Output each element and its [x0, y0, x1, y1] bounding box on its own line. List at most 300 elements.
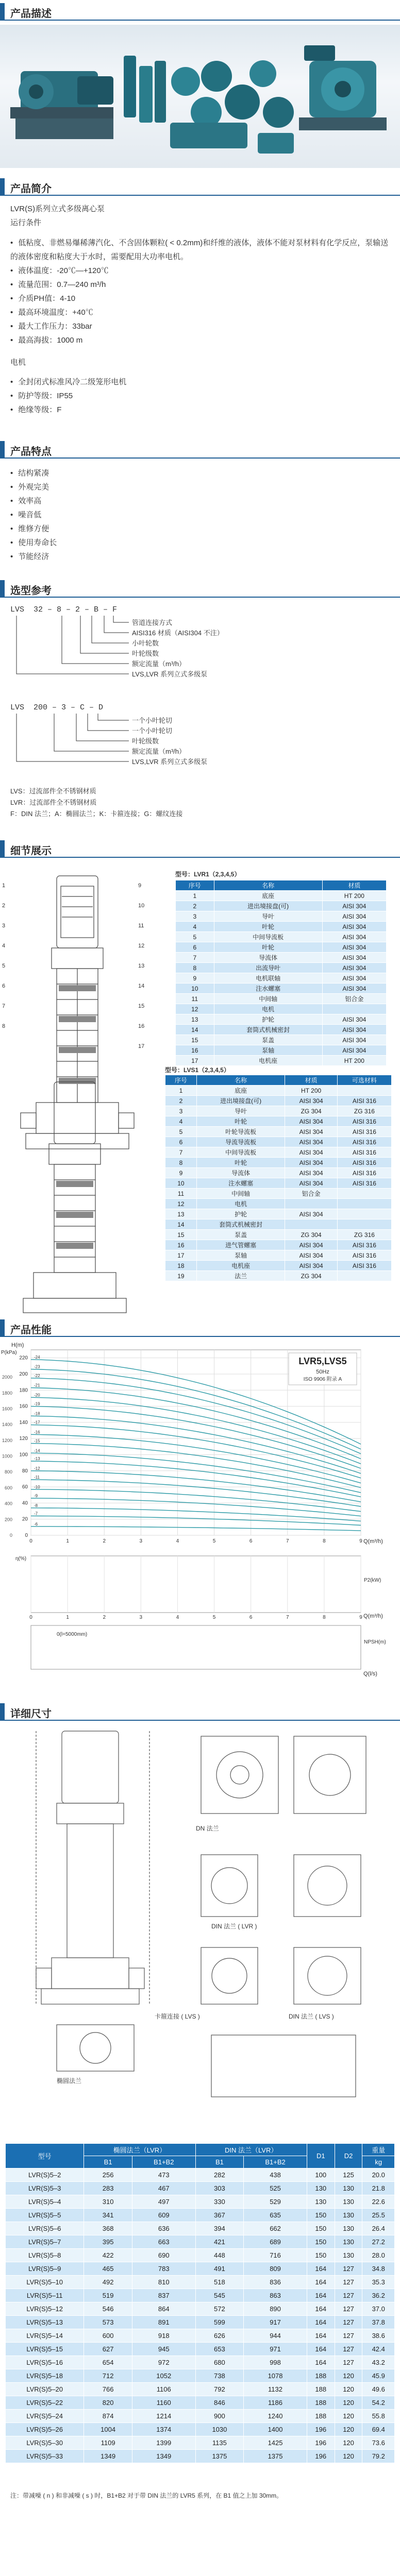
callout: 17 [138, 1043, 145, 1049]
table-cell: 422 [84, 2249, 132, 2262]
table-cell: 837 [132, 2289, 195, 2302]
parts-row [176, 1056, 387, 1066]
table-cell: LVR(S)5–8 [6, 2249, 84, 2262]
model-code-2-legend [132, 716, 207, 767]
table-cell: 3 [176, 911, 214, 922]
legend-line: 额定流量（m³/h） [132, 748, 186, 755]
section-title: 产品性能 [10, 1325, 52, 1336]
table-cell: 电机座 [214, 1056, 322, 1066]
power-label: P2(kW) [364, 1578, 381, 1583]
table-cell: 738 [195, 2369, 244, 2383]
callouts-right [138, 876, 148, 1057]
th: 可选材料 [337, 1075, 391, 1086]
section-title: 选型参考 [10, 585, 52, 597]
stage-label: -9 [34, 1494, 38, 1498]
y-tick-label: 60 [22, 1484, 28, 1490]
table-cell: 188 [307, 2396, 335, 2410]
stage-label: -19 [34, 1401, 40, 1406]
table-cell: 1425 [244, 2436, 307, 2450]
table-cell: 820 [84, 2396, 132, 2410]
table-cell: 6 [165, 1137, 197, 1147]
table-cell: 330 [195, 2195, 244, 2209]
legend-line: AISI316 材质（AISI304 不注） [132, 629, 224, 637]
table-cell: 37.0 [362, 2302, 395, 2316]
y-axis-label-head: H(m) [11, 1342, 24, 1348]
table-cell: AISI 304 [285, 1261, 337, 1271]
table-cell: 12 [176, 1004, 214, 1014]
table-cell: 11 [165, 1189, 197, 1199]
table-cell: 945 [132, 2343, 195, 2356]
table-cell: 130 [335, 2182, 362, 2195]
table-cell: 438 [244, 2168, 307, 2182]
table-cell: 电机 [196, 1199, 285, 1209]
parts-row [176, 1014, 387, 1025]
table-cell: 叶轮导流板 [196, 1127, 285, 1137]
callout: 7 [2, 1003, 6, 1009]
table-cell: 54.2 [362, 2396, 395, 2410]
table-cell: 26.4 [362, 2222, 395, 2235]
table-cell: 泵轴 [196, 1250, 285, 1261]
q-ls-label: Q(l/s) [363, 1671, 377, 1677]
table-cell: 120 [335, 2369, 362, 2383]
pump-cutaway-drawing-2 [5, 1077, 144, 1324]
table-cell: 467 [132, 2182, 195, 2195]
table-cell: 900 [195, 2410, 244, 2423]
table-cell: 中间导流板 [196, 1147, 285, 1158]
table-cell: AISI 304 [322, 922, 386, 932]
table-cell: AISI 316 [337, 1250, 391, 1261]
table-cell: 35.3 [362, 2276, 395, 2289]
table-cell: 泵盖 [214, 1035, 322, 1045]
p-tick-label: 200 [4, 1517, 12, 1522]
table-cell: 917 [244, 2316, 307, 2329]
table-cell: 1135 [195, 2436, 244, 2450]
model-code-1: LVS 32 – 8 – 2 – B – F [10, 605, 118, 614]
parts-row [176, 942, 387, 953]
table-cell: 164 [307, 2329, 335, 2343]
table-cell [337, 1199, 391, 1209]
table-cell: 注水螺塞 [214, 984, 322, 994]
stage-label: -18 [34, 1411, 40, 1416]
table-cell: 497 [132, 2195, 195, 2209]
table-cell: 303 [195, 2182, 244, 2195]
table-cell: 164 [307, 2276, 335, 2289]
condition-item: • 介质PH值：4-10 [10, 292, 392, 306]
callout: 8 [2, 1023, 6, 1029]
x-tick-label: 1 [66, 1615, 69, 1620]
legend-line: 管道连接方式 [132, 619, 173, 626]
table-cell: AISI 304 [285, 1168, 337, 1178]
table-cell: 518 [195, 2276, 244, 2289]
feature-item: • 使用寿命长 [10, 536, 57, 550]
dim-label-din-lvs: DIN 法兰 ( LVS ) [289, 2013, 334, 2020]
table-cell: 127 [335, 2316, 362, 2329]
table-cell: 45.9 [362, 2369, 395, 2383]
table-cell: 164 [307, 2302, 335, 2316]
table-cell: 进气管螺塞 [196, 1240, 285, 1250]
table-cell: 846 [195, 2396, 244, 2410]
dimension-row [6, 2302, 395, 2316]
table-cell: AISI 316 [337, 1168, 391, 1178]
table-cell: 972 [132, 2356, 195, 2369]
table-cell: LVR(S)5–6 [6, 2222, 84, 2235]
table-cell: 叶轮 [196, 1116, 285, 1127]
table-cell: 导流体 [196, 1168, 285, 1178]
table-cell: 864 [132, 2302, 195, 2316]
table-cell: 529 [244, 2195, 307, 2209]
condition-item: • 最高海拔：1000 m [10, 333, 392, 347]
feature-item: • 节能经济 [10, 550, 57, 564]
parts-row [165, 1137, 392, 1147]
model-code-2: LVS 200 – 3 – C – D [10, 703, 104, 712]
table-cell: LVR(S)5–14 [6, 2329, 84, 2343]
section-title: 详细尺寸 [10, 1708, 52, 1720]
parts-row [176, 1045, 387, 1056]
table-cell: 叶轮 [214, 942, 322, 953]
parts-row [165, 1261, 392, 1271]
parts-row [176, 1004, 387, 1014]
x-tick-label: 9 [359, 1615, 362, 1620]
table-cell: 164 [307, 2262, 335, 2276]
table-cell: 150 [307, 2249, 335, 2262]
table-cell: HT 200 [322, 1056, 386, 1066]
table-cell: 2 [165, 1096, 197, 1106]
table-cell: 73.6 [362, 2436, 395, 2450]
dimension-row [6, 2410, 395, 2423]
table-cell: 38.6 [362, 2329, 395, 2343]
table-cell: 341 [84, 2209, 132, 2222]
table-cell: 492 [84, 2276, 132, 2289]
x-tick-label: 7 [286, 1538, 289, 1544]
table-cell: 18 [165, 1261, 197, 1271]
th: 椭圆法兰（LVR） [84, 2144, 195, 2156]
x-axis-label-2: Q(m³/h) [363, 1613, 383, 1619]
stage-label: -12 [34, 1466, 40, 1471]
table-cell: 368 [84, 2222, 132, 2235]
parts-table-2-title: 型号：LVS1（2,3,4,5） [165, 1066, 230, 1074]
table-cell: 出流导叶 [214, 963, 322, 973]
stage-label: -6 [34, 1521, 38, 1527]
table-cell: 7 [165, 1147, 197, 1158]
condition-item: • 液体温度：-20℃—+120℃ [10, 264, 392, 278]
table-cell: AISI 316 [337, 1158, 391, 1168]
features-list [10, 466, 57, 564]
table-cell: 电机 [214, 1004, 322, 1014]
large-pump-right [299, 45, 387, 130]
parts-table-2 [165, 1075, 392, 1281]
table-cell: AISI 304 [285, 1127, 337, 1137]
table-cell: 叶轮 [214, 922, 322, 932]
table-cell: 79.2 [362, 2450, 395, 2463]
table-cell: 196 [307, 2450, 335, 2463]
condition-item: • 最大工作压力：33bar [10, 319, 392, 333]
table-cell: LVR(S)5–16 [6, 2356, 84, 2369]
table-cell: 9 [176, 973, 214, 984]
table-cell: 120 [335, 2436, 362, 2450]
table-cell: 6 [176, 942, 214, 953]
table-cell: 599 [195, 2316, 244, 2329]
section-header-parts [0, 837, 400, 858]
table-cell: 15 [176, 1035, 214, 1045]
table-cell: LVR(S)5–15 [6, 2343, 84, 2356]
y-axis-label-pressure: P(kPa) [1, 1350, 17, 1355]
chart-title: LVR5,LVS5 [298, 1356, 347, 1366]
parts-row [176, 963, 387, 973]
table-cell: 泵盖 [196, 1230, 285, 1240]
table-cell: 法兰 [196, 1271, 285, 1281]
table-cell: 10 [176, 984, 214, 994]
dimension-row [6, 2383, 395, 2396]
stage-label: -22 [34, 1373, 40, 1378]
dimension-row [6, 2289, 395, 2302]
table-cell: 712 [84, 2369, 132, 2383]
dimension-row [6, 2249, 395, 2262]
table-cell: 1106 [132, 2383, 195, 2396]
table-cell: AISI 304 [322, 1045, 386, 1056]
table-cell: 127 [335, 2356, 362, 2369]
table-cell: 196 [307, 2423, 335, 2436]
stage-label: -13 [34, 1456, 40, 1461]
y-tick-label: 220 [19, 1355, 28, 1361]
table-cell: ZG 304 [285, 1271, 337, 1281]
table-cell: 1109 [84, 2436, 132, 2450]
table-cell: 17 [176, 1056, 214, 1066]
th: 材质 [322, 880, 386, 891]
x-tick-label: 2 [103, 1615, 106, 1620]
table-cell: 5 [176, 932, 214, 942]
table-cell: 689 [244, 2235, 307, 2249]
model-code-diagram-2 [10, 703, 371, 781]
performance-chart [0, 1340, 400, 1680]
parts-row [165, 1219, 392, 1230]
table-cell: 14 [165, 1219, 197, 1230]
dim-label-din-lvr: DIN 法兰 ( LVR ) [211, 1923, 257, 1930]
table-cell: LVR(S)5–20 [6, 2383, 84, 2396]
parts-row [176, 911, 387, 922]
table-cell: 1240 [244, 2410, 307, 2423]
x-axis-label: Q(m³/h) [363, 1538, 383, 1545]
table-cell: 19 [165, 1271, 197, 1281]
callout: 13 [138, 963, 145, 969]
table-cell: AISI 316 [337, 1261, 391, 1271]
x-tick-label: 4 [176, 1615, 179, 1620]
x-tick-label: 5 [212, 1615, 216, 1620]
condition-item: • 流量范围：0.7—240 m³/h [10, 278, 392, 292]
x-tick-label: 0 [29, 1615, 32, 1620]
table-cell: 525 [244, 2182, 307, 2195]
table-cell: 465 [84, 2262, 132, 2276]
table-cell: 43.2 [362, 2356, 395, 2369]
table-cell: 635 [244, 2209, 307, 2222]
x-tick-label: 2 [103, 1538, 106, 1544]
p-tick-label: 1200 [2, 1437, 12, 1443]
table-cell: 34.8 [362, 2262, 395, 2276]
table-cell: 8 [165, 1158, 197, 1168]
dimension-row [6, 2222, 395, 2235]
table-cell: 127 [335, 2343, 362, 2356]
table-cell: 20.0 [362, 2168, 395, 2182]
table-cell: AISI 316 [337, 1178, 391, 1189]
table-cell [337, 1189, 391, 1199]
table-cell: 130 [307, 2182, 335, 2195]
chart-iso: ISO 9906 附录 A [303, 1377, 342, 1382]
callout: 1 [2, 883, 6, 889]
table-cell: 120 [335, 2410, 362, 2423]
parts-row [176, 932, 387, 942]
dimensions-table [5, 2143, 395, 2463]
dimension-row [6, 2195, 395, 2209]
table-cell: 944 [244, 2329, 307, 2343]
parts-row [165, 1127, 392, 1137]
table-cell: 69.4 [362, 2423, 395, 2436]
table-cell: 2 [176, 901, 214, 911]
table-cell: 127 [335, 2302, 362, 2316]
parts-row [176, 1025, 387, 1035]
table-cell: 196 [307, 2436, 335, 2450]
table-cell: 1400 [244, 2423, 307, 2436]
table-cell: 394 [195, 2222, 244, 2235]
table-cell: 836 [244, 2276, 307, 2289]
condition-item: • 最高环境温度：+40℃ [10, 306, 392, 319]
table-cell: AISI 316 [337, 1147, 391, 1158]
table-cell: LVR(S)5–12 [6, 2302, 84, 2316]
intro-title: LVR(S)系列立式多级离心泵 [10, 205, 105, 213]
table-cell: HT 200 [285, 1086, 337, 1096]
p-tick-label: 1400 [2, 1422, 12, 1428]
p-tick-label: 600 [4, 1485, 12, 1490]
parts-row [165, 1168, 392, 1178]
table-cell: 473 [132, 2168, 195, 2182]
table-cell: 188 [307, 2410, 335, 2423]
th: 重量 [362, 2144, 395, 2156]
parts-row [176, 1035, 387, 1045]
stage-label: -23 [34, 1364, 40, 1369]
callouts-left [2, 876, 12, 1037]
parts-row [165, 1209, 392, 1219]
table-cell: 188 [307, 2369, 335, 2383]
table-cell: 971 [244, 2343, 307, 2356]
callout: 12 [138, 943, 145, 949]
stage-label: -14 [34, 1448, 40, 1453]
dimension-row [6, 2329, 395, 2343]
table-cell: 1186 [244, 2396, 307, 2410]
table-cell: 中间导流板 [214, 932, 322, 942]
parts-row [165, 1178, 392, 1189]
y-tick-label: 120 [19, 1436, 28, 1442]
table-cell: 21.8 [362, 2182, 395, 2195]
table-cell: 13 [165, 1209, 197, 1219]
y-tick-label: 80 [22, 1468, 28, 1474]
y-tick-label: 100 [19, 1452, 28, 1458]
table-cell: 863 [244, 2289, 307, 2302]
table-cell: 150 [307, 2209, 335, 2222]
dimension-row [6, 2369, 395, 2383]
section-header-overview [0, 0, 400, 21]
table-cell: 16 [176, 1045, 214, 1056]
table-cell: 49.6 [362, 2383, 395, 2396]
callout: 15 [138, 1003, 145, 1009]
table-cell: AISI 304 [322, 911, 386, 922]
section-header-performance [0, 1316, 400, 1337]
table-cell: LVR(S)5–33 [6, 2450, 84, 2463]
dimension-row [6, 2276, 395, 2289]
table-cell: AISI 304 [285, 1096, 337, 1106]
parts-row [165, 1158, 392, 1168]
table-cell: 421 [195, 2235, 244, 2249]
motor-list [10, 375, 126, 417]
section-title: 产品描述 [10, 8, 52, 20]
table-cell: AISI 304 [322, 1025, 386, 1035]
table-cell: HT 200 [322, 891, 386, 901]
table-cell: 护轮 [196, 1209, 285, 1219]
table-cell: 铝合金 [322, 994, 386, 1004]
table-cell: 519 [84, 2289, 132, 2302]
parts-row [165, 1250, 392, 1261]
table-cell: 1375 [244, 2450, 307, 2463]
parts-table-1 [175, 880, 387, 1066]
table-cell: 127 [335, 2262, 362, 2276]
table-cell: AISI 316 [337, 1116, 391, 1127]
table-cell: 891 [132, 2316, 195, 2329]
table-cell: 套筒式机械密封 [214, 1025, 322, 1035]
x-tick-label: 3 [139, 1615, 143, 1620]
stage-label: -8 [34, 1503, 38, 1508]
stage-label: -7 [34, 1511, 38, 1516]
dimension-row [6, 2356, 395, 2369]
dimension-row [6, 2209, 395, 2222]
table-cell: AISI 304 [322, 1035, 386, 1045]
table-cell: 120 [335, 2423, 362, 2436]
table-cell: LVR(S)5–24 [6, 2410, 84, 2423]
table-cell: 进出境接盘(可) [196, 1096, 285, 1106]
table-cell: 164 [307, 2316, 335, 2329]
table-cell: 310 [84, 2195, 132, 2209]
table-cell: 1052 [132, 2369, 195, 2383]
table-cell: 130 [335, 2235, 362, 2249]
table-cell: 5 [165, 1127, 197, 1137]
parts-row [165, 1240, 392, 1250]
stage-label: -11 [34, 1475, 40, 1480]
table-cell: ZG 316 [337, 1106, 391, 1116]
table-cell: AISI 304 [285, 1116, 337, 1127]
large-pump-left [10, 71, 113, 139]
th: D1 [307, 2144, 335, 2168]
th: 序号 [176, 880, 214, 891]
table-cell: 13 [176, 1014, 214, 1025]
table-cell: AISI 304 [322, 963, 386, 973]
stage-label: -20 [34, 1393, 40, 1398]
table-cell: 15 [165, 1230, 197, 1240]
table-cell: 600 [84, 2329, 132, 2343]
parts-row [176, 891, 387, 901]
y-tick-label: 0 [25, 1533, 28, 1538]
parts-row [165, 1086, 392, 1096]
table-cell: 中间轴 [214, 994, 322, 1004]
stage-label: -10 [34, 1484, 40, 1489]
table-cell: AISI 304 [285, 1158, 337, 1168]
th: B1+B2 [244, 2156, 307, 2168]
legend-line: 叶轮级数 [132, 737, 159, 745]
callout: 16 [138, 1023, 145, 1029]
q-half-label: 0(l=5000mm) [57, 1632, 88, 1637]
table-cell: 55.8 [362, 2410, 395, 2423]
section-title: 产品简介 [10, 183, 52, 195]
th: D2 [335, 2144, 362, 2168]
table-cell: AISI 304 [322, 984, 386, 994]
table-cell: AISI 316 [337, 1127, 391, 1137]
section-header-features [0, 438, 400, 459]
table-cell: ZG 304 [285, 1230, 337, 1240]
